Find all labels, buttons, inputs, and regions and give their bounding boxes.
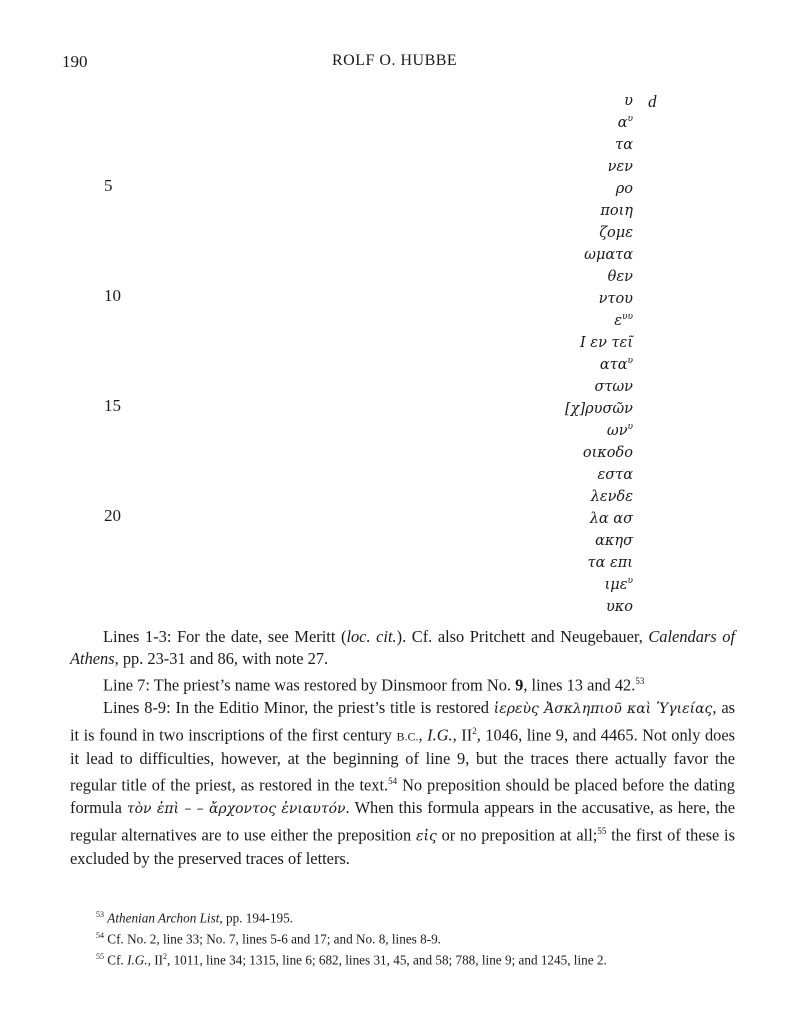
inscription-line: θεν — [607, 268, 633, 285]
inscription-line: ντου — [598, 290, 633, 307]
footnote: $^{55}$ Cf. I.G., $II^2$, 1011, line 34; 1315, line 6; 682, lines 31, 45, and 58; 788, line 9; and 1245, line 2. — [96, 951, 607, 968]
footnote: $^{53}$ Athenian Archon List, pp. 194-195. — [96, 910, 294, 926]
running-head: ROLF O. HUBBE — [332, 52, 458, 69]
inscription-line: ακησ — [595, 532, 633, 549]
line-number: 15 — [104, 396, 121, 415]
footnote: $^{54}$ Cf. No. 2, line 33; No. 7, lines 5-6 and 17; and No. 8, lines 8-9. — [96, 930, 441, 947]
line-number: 10 — [104, 286, 121, 305]
footnotes — [96, 906, 756, 969]
inscription-line: ωματα — [584, 246, 633, 263]
inscription-line: οικοδο — [582, 444, 633, 461]
commentary-paragraph: Line 7: The priest’s name was restored by Dinsmoor from No. 9, lines 13 and 42.53 — [103, 675, 645, 695]
inscription-line: υ — [624, 92, 633, 109]
inscription-line: Ι εν τεῖ — [579, 334, 633, 351]
inscription-line: υκο — [605, 598, 633, 615]
commentary-paragraph: Lines 1-3: For the date, see Meritt (loc. cit.). Cf. also Pritchett and Neugebauer, Calendars of Athens, pp. 23-31 and 86, with note 27. — [70, 627, 736, 669]
commentary-paragraph: Lines 8-9: In the Editio Minor, the priest’s title is restored ἱερεὺς Ἀσκληπιοῦ καὶ Ὑγιείας, as it is found in two inscriptions of the first century B.C., I.G., $II^2$, 1046, line 9, and 4465. Not only does it lead to difficulties, however, at the beginning of line 9, but the traces there actually favor the regular title of the priest, as restored in the text.$^{54}$ No preposition should be placed before the dating formula τὸν ἐπὶ – – ἄρχοντος ἐνιαυτόν. When this formula appears in the accusative, as here, the regular alternatives are to use either the preposition εἰς or no preposition at all;$^{55}$ the first of these is excluded by the preserved traces of letters. — [70, 698, 735, 868]
inscription-line: ατα$^\upsilon$ — [599, 356, 633, 373]
page-number: 190 — [62, 52, 88, 71]
inscription-line: ιμε$^\upsilon$ — [604, 576, 633, 593]
inscription-line: λενδε — [590, 488, 633, 505]
inscription-line: ζομε — [599, 224, 633, 241]
inscription-line: $\varepsilon^{\upsilon\upsilon}$ — [614, 312, 633, 329]
inscription-line: τα — [615, 136, 633, 153]
margin-letter: d — [648, 92, 657, 111]
inscription-line: ποιη — [600, 202, 633, 219]
line-number: 20 — [104, 506, 121, 525]
line-number: 5 — [104, 176, 113, 195]
inscription-line: τα επι — [587, 554, 633, 571]
inscription-line: νεν — [607, 158, 633, 175]
inscription-line: λα ασ — [589, 510, 633, 527]
inscription-line: στων — [594, 378, 633, 395]
inscription-line: $\alpha^\upsilon$ — [617, 114, 633, 131]
commentary — [70, 626, 735, 870]
inscription-line: εστα — [597, 466, 633, 483]
inscription-line: $\omega\nu^\upsilon$ — [606, 422, 633, 439]
inscription-line: ρο — [615, 180, 633, 197]
inscription-line: [χ]ρυσῶν — [565, 400, 633, 417]
